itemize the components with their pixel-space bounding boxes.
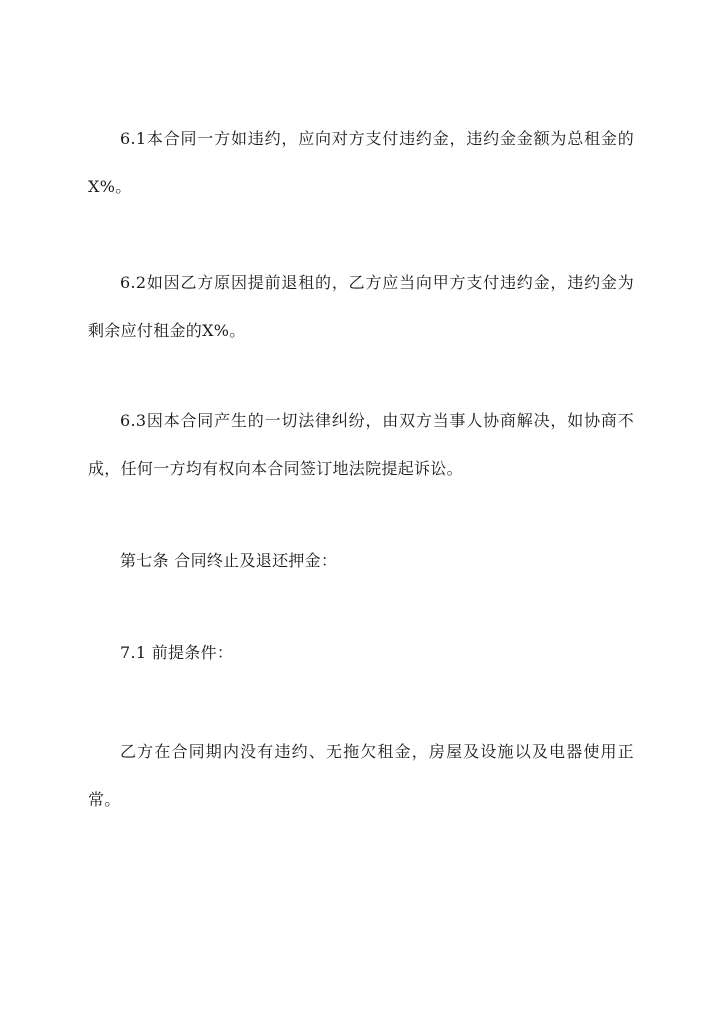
- clause-6-1-paragraph: 6.1本合同一方如违约，应向对方支付违约金，违约金金额为总租金的X%。: [88, 129, 634, 196]
- clause-7-1-heading: 7.1 前提条件：: [120, 643, 234, 662]
- clause-6-3-paragraph: 6.3因本合同产生的一切法律纠纷，由双方当事人协商解决，如协商不成，任何一方均有权向本合同签订地法院提起诉讼。: [88, 411, 634, 478]
- article-7-heading: 第七条 合同终止及退还押金：: [120, 551, 338, 570]
- clause-7-1-body-paragraph: 乙方在合同期内没有违约、无拖欠租金，房屋及设施以及电器使用正常。: [88, 742, 634, 809]
- clause-6-2-paragraph: 6.2如因乙方原因提前退租的，乙方应当向甲方支付违约金，违约金为剩余应付租金的X%。: [88, 273, 634, 340]
